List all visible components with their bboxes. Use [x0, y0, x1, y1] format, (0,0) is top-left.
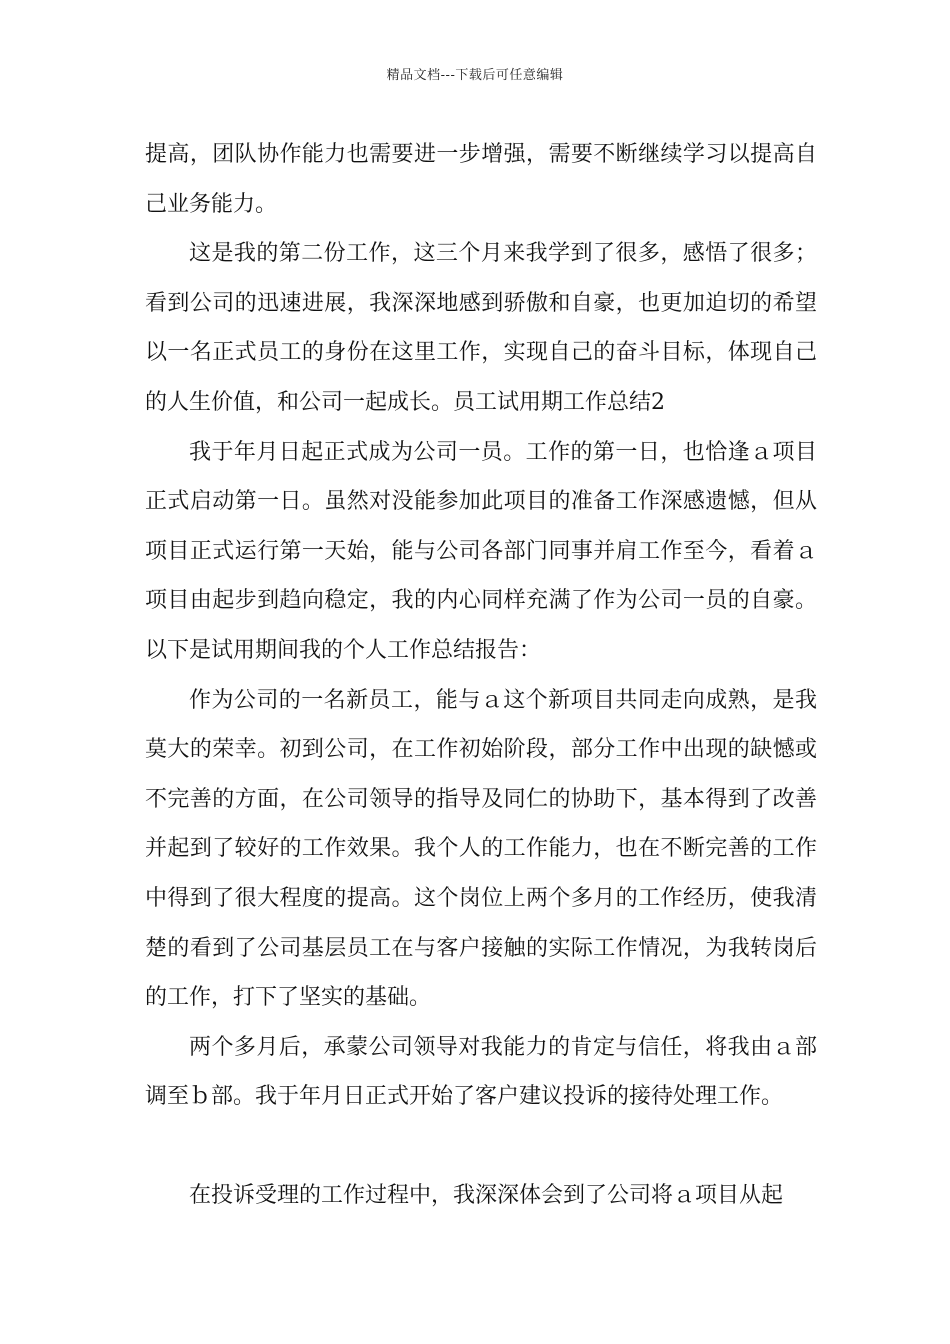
paragraph-6: 在投诉受理的工作过程中，我深深体会到了公司将ａ项目从起: [189, 1183, 784, 1209]
page-header: 精品文档---下载后可任意编辑: [386, 68, 564, 83]
paragraph-4: 作为公司的一名新员工，能与ａ这个新项目共同走向成熟，是我莫大的荣幸。初到公司，在工作初始阶段，部分工作中出现的缺憾或不完善的方面，在公司领导的指导及同仁的协助下，基本得到了改善并起到了较好的工作效果。我个人的工作能力，也在不断完善的工作中得到了很大程度的提高。这个岗位上两个多月的工作经历，使我清楚的看到了公司基层员工在与客户接触的实际工作情况，为我转岗后的工作，打下了坚实的基础。: [145, 687, 817, 1011]
paragraph-5: 两个多月后，承蒙公司领导对我能力的肯定与信任，将我由ａ部调至ｂ部。我于年月日正式开始了客户建议投诉的接待处理工作。: [145, 1034, 817, 1110]
paragraph-1: 提高，团队协作能力也需要进一步增强，需要不断继续学习以提高自己业务能力。: [145, 142, 817, 217]
paragraph-3: 我于年月日起正式成为公司一员。工作的第一日，也恰逢ａ项目正式启动第一日。虽然对没能参加此项目的准备工作深感遗憾，但从项目正式运行第一天始，能与公司各部门同事并肩工作至今，看着ａ项目由起步到趋向稳定，我的内心同样充满了作为公司一员的自豪。以下是试用期间我的个人工作总结报告：: [145, 439, 817, 663]
paragraph-2: 这是我的第二份工作，这三个月来我学到了很多，感悟了很多；看到公司的迅速进展，我深深地感到骄傲和自豪，也更加迫切的希望以一名正式员工的身份在这里工作，实现自己的奋斗目标，体现自己的人生价值，和公司一起成长。员工试用期工作总结2: [145, 241, 817, 415]
paragraph-gap: [145, 1122, 817, 1172]
document-body: [145, 130, 817, 1221]
